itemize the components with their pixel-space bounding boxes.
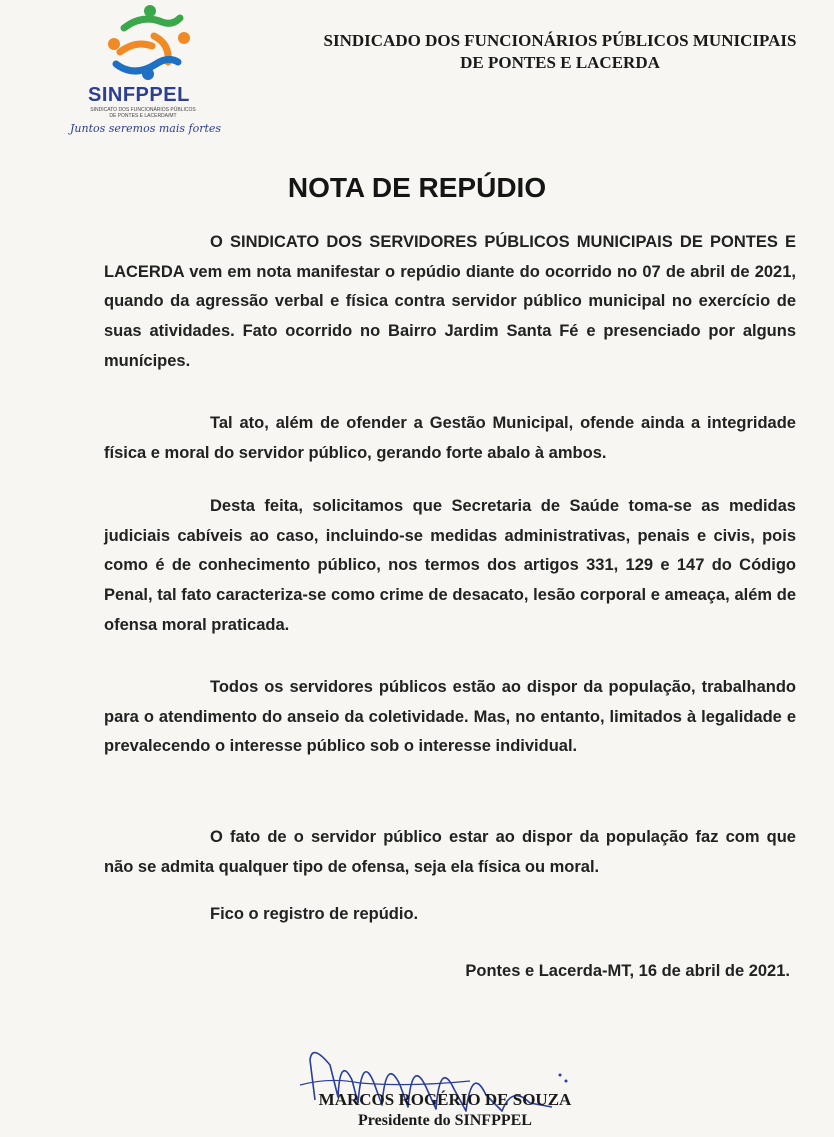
signatory-role: Presidente do SINFPPEL <box>358 1112 532 1129</box>
logo-small-text: SINDICATO DOS FUNCIONÁRIOS PÚBLICOS DE PONTES E LACERDA/MT <box>90 107 196 119</box>
document-title: NOTA DE REPÚDIO <box>287 172 547 203</box>
paragraph-4: Todos os servidores públicos estão ao dispor da população, trabalhando para o atendimento do anseio da coletividade. Mas, no entanto, limitados à legalidade e prevalecendo o interesse público sob o interesse individual. <box>104 678 796 756</box>
paragraph-3: Desta feita, solicitamos que Secretaria de Saúde toma-se as medidas judiciais cabíveis ao caso, incluindo-se medidas administrativas, penais e civis, pois como é de conhecimento público, nos termos dos artigos 331, 129 e 147 do Código Penal, tal fato caracteriza-se como crime de desacato, lesão corporal e ameaça, além de ofensa moral praticada. <box>104 497 796 634</box>
logo-name: SINFPPEL <box>88 84 190 106</box>
logo-slogan: Juntos seremos mais fortes <box>70 122 222 135</box>
date-line: Pontes e Lacerda-MT, 16 de abril de 2021. <box>465 962 790 980</box>
org-line-2: DE PONTES E LACERDA <box>460 53 660 72</box>
paragraph-1: O SINDICATO DOS SERVIDORES PÚBLICOS MUNICIPAIS DE PONTES E LACERDA vem em nota manifestar o repúdio diante do ocorrido no 07 de abril de 2021, quando da agressão verbal e física contra servidor público municipal no exercício de suas atividades. Fato ocorrido no Bairro Jardim Santa Fé e presenciado por alguns munícipes. <box>104 233 796 370</box>
paragraph-5: O fato de o servidor público estar ao dispor da população faz com que não se admita qualquer tipo de ofensa, seja ela física ou moral. <box>104 828 796 876</box>
three-people-figures-logo-icon <box>102 4 197 84</box>
signatory-name: MARCOS ROGÉRIO DE SOUZA <box>318 1090 572 1109</box>
sinfppel-logo <box>70 4 230 139</box>
paragraph-6: Fico o registro de repúdio. <box>210 905 419 923</box>
organization-header <box>290 30 830 74</box>
paragraph-2: Tal ato, além de ofender a Gestão Municipal, ofende ainda a integridade física e moral do servidor público, gerando forte abalo à ambos. <box>104 414 796 462</box>
org-line-1: SINDICADO DOS FUNCIONÁRIOS PÚBLICOS MUNICIPAIS <box>323 31 797 50</box>
